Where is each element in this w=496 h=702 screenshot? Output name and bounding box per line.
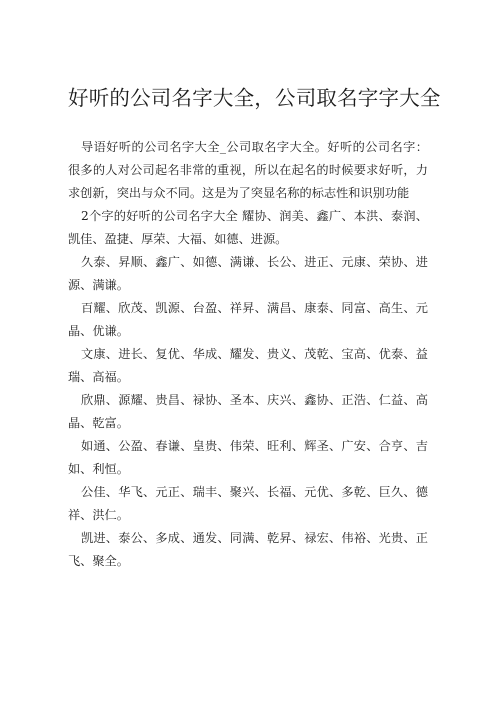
page-title: 好听的公司名字大全，公司取名字字大全 [68, 86, 441, 110]
document-body [68, 136, 428, 573]
paragraph-names-5: 欣鼎、源耀、贵昌、禄协、圣本、庆兴、鑫协、正浩、仁益、高晶、乾富。 [68, 393, 428, 430]
paragraph-names-1: 2个字的好听的公司名字大全 耀协、润美、鑫广、本洪、泰润、凯佳、盈捷、厚荣、大福、如德、进源。 [68, 209, 428, 246]
paragraph-names-3: 百耀、欣茂、凯源、台盈、祥昇、满昌、康泰、同富、高生、元晶、优谦。 [68, 301, 428, 338]
paragraph-names-8: 凯进、泰公、多成、通发、同满、乾昇、禄宏、伟裕、光贵、正飞、聚全。 [68, 531, 428, 568]
paragraph-names-2: 久泰、昇顺、鑫广、如德、满谦、长公、进正、元康、荣协、进源、满谦。 [68, 255, 428, 292]
paragraph-intro: 导语好听的公司名字大全_公司取名字大全。好听的公司名字：很多的人对公司起名非常的重视，所以在起名的时候要求好听，力求创新，突出与众不同。这是为了突显名称的标志性和识别功能 [68, 140, 428, 200]
paragraph-names-4: 文康、进长、复优、华成、耀发、贵义、茂乾、宝高、优泰、益瑞、高福。 [68, 347, 428, 384]
paragraph-names-7: 公佳、华飞、元正、瑞丰、聚兴、长福、元优、多乾、巨久、德祥、洪仁。 [68, 485, 428, 522]
paragraph-names-6: 如通、公盈、春谦、皇贵、伟荣、旺利、辉圣、广安、合亨、吉如、利恒。 [68, 439, 428, 476]
